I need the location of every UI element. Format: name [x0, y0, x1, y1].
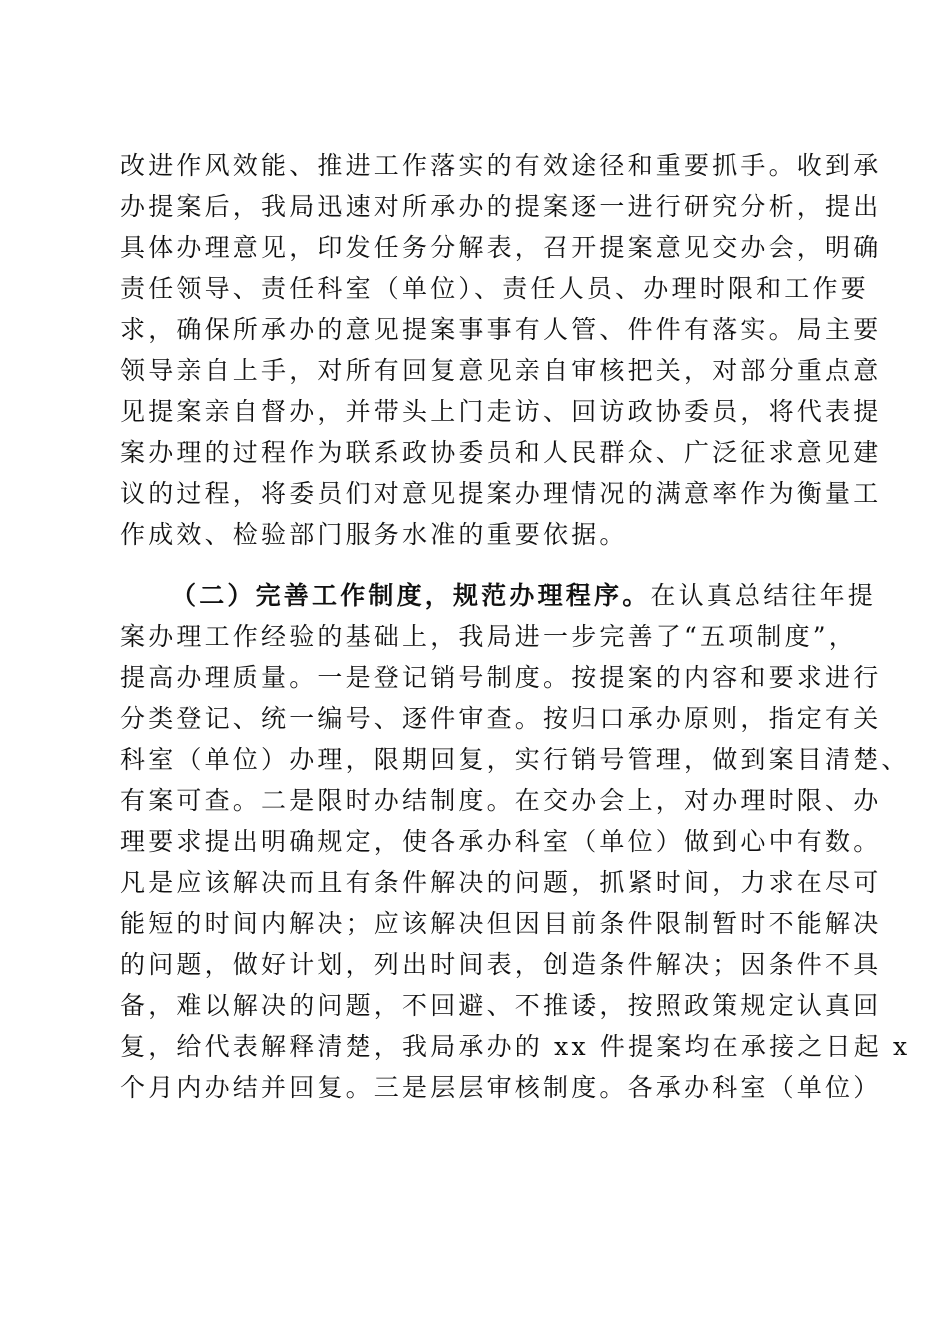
paragraph-1-line-10: 作成效、检验部门服务水准的重要依据。	[120, 520, 628, 549]
paragraph-1-line-8: 案办理的过程作为联系政协委员和人民群众、广泛征求意见建	[120, 438, 882, 467]
paragraph-2-line-6: 有案可查。二是限时办结制度。在交办会上，对办理时限、办	[120, 786, 882, 815]
paragraph-2-line-5: 科室（单位）办理，限期回复，实行销号管理，做到案目清楚、	[120, 745, 910, 774]
paragraph-1-line-6: 领导亲自上手，对所有回复意见亲自审核把关，对部分重点意	[120, 356, 882, 385]
paragraph-2-line-4: 分类登记、统一编号、逐件审查。按归口承办原则，指定有关	[120, 704, 882, 733]
paragraph-1-line-5: 求，确保所承办的意见提案事事有人管、件件有落实。局主要	[120, 315, 882, 344]
paragraph-2-line-8: 凡是应该解决而且有条件解决的问题，抓紧时间，力求在尽可	[120, 868, 882, 897]
paragraph-2-line-13: 个月内办结并回复。三是层层审核制度。各承办科室（单位）	[120, 1073, 882, 1102]
paragraph-2-line-12: 复，给代表解释清楚，我局承办的 xx 件提案均在承接之日起 x	[120, 1032, 911, 1061]
paragraph-1-line-3: 具体办理意见，印发任务分解表，召开提案意见交办会，明确	[120, 233, 882, 262]
paragraph-2-line-10: 的问题，做好计划，列出时间表，创造条件解决；因条件不具	[120, 950, 882, 979]
paragraph-1-line-4: 责任领导、责任科室（单位）、责任人员、办理时限和工作要	[120, 274, 869, 303]
paragraph-1-line-9: 议的过程，将委员们对意见提案办理情况的满意率作为衡量工	[120, 479, 882, 508]
paragraph-2-first-line-rest: 在认真总结往年提	[650, 581, 877, 610]
paragraph-1-line-2: 办提案后，我局迅速对所承办的提案逐一进行研究分析，提出	[120, 192, 882, 221]
paragraph-2-line-3: 提高办理质量。一是登记销号制度。按提案的内容和要求进行	[120, 663, 882, 692]
paragraph-2-line-2: 案办理工作经验的基础上，我局进一步完善了“五项制度”，	[120, 622, 857, 651]
section-heading: （二）完善工作制度，规范办理程序。	[171, 581, 651, 610]
paragraph-1-line-7: 见提案亲自督办，并带头上门走访、回访政协委员，将代表提	[120, 397, 882, 426]
paragraph-2-line-11: 备，难以解决的问题，不回避、不推诿，按照政策规定认真回	[120, 991, 882, 1020]
paragraph-2-line-7: 理要求提出明确规定，使各承办科室（单位）做到心中有数。	[120, 827, 882, 856]
paragraph-2-first-line	[171, 579, 876, 613]
paragraph-1-line-1: 改进作风效能、推进工作落实的有效途径和重要抓手。收到承	[120, 151, 882, 180]
paragraph-2-line-9: 能短的时间内解决；应该解决但因目前条件限制暂时不能解决	[120, 909, 882, 938]
